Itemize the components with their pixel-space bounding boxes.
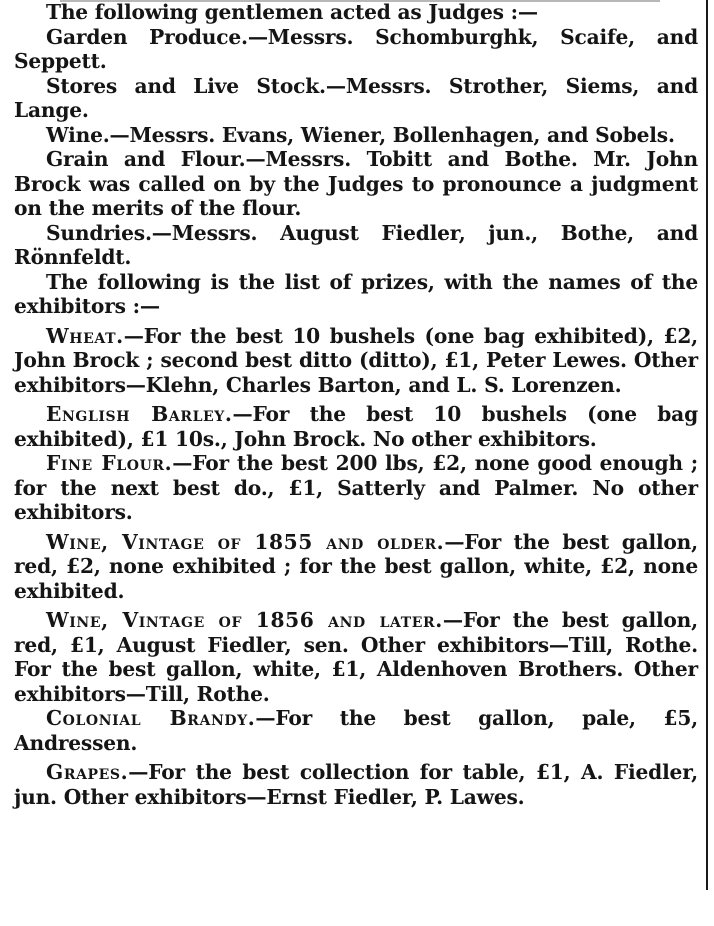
prize-entry (14, 706, 698, 755)
prize-entry (14, 608, 698, 706)
column-rule (706, 0, 708, 890)
judges-wine: Wine.—Messrs. Evans, Wiener, Bollenhagen, and Sobels. (46, 122, 675, 147)
prize-text: —For the best 10 bushels (one bag exhibited), £1 10s., John Brock. No other exhibitors. (14, 402, 698, 451)
judges-intro: The following gentlemen acted as Judges :— (46, 0, 538, 24)
prize-heading: Colonial Brandy. (46, 706, 256, 730)
prize-entry (14, 760, 698, 809)
judges-garden-produce: Garden Produce.—Messrs. Schomburghk, Scaife, and Seppett. (14, 24, 698, 73)
prize-heading: Fine Flour. (46, 451, 173, 475)
prize-text: —For the best gallon, pale, £5, Andressen. (14, 706, 698, 755)
judges-sundries: Sundries.—Messrs. August Fiedler, jun., Bothe, and Rönnfeldt. (14, 220, 698, 269)
prizes-intro: The following is the list of prizes, with the names of the exhibitors :— (14, 269, 698, 318)
prize-heading: English Barley. (46, 402, 233, 426)
prize-entry (14, 530, 698, 604)
prize-heading: Wine, Vintage of 1855 and older. (46, 529, 445, 554)
judges-grain-flour: Grain and Flour.—Messrs. Tobitt and Bothe. Mr. John Brock was called on by the Judges to pronounce a judgment on the merits of the flour. (14, 147, 698, 220)
prize-heading: Grapes. (46, 760, 129, 784)
prize-text: —For the best 200 lbs, £2, none good enough ; for the next best do., £1, Satterly and Palmer. No other exhibitors. (14, 451, 698, 524)
prize-text: —For the best 10 bushels (one bag exhibited), £2, John Brock ; second best ditto (ditto), £1, Peter Lewes. Other exhibitors—Klehn, Charles Barton, and L. S. Lorenzen. (14, 323, 698, 397)
prize-entry (14, 451, 698, 525)
prize-heading: Wheat. (46, 323, 124, 348)
judges-stores-live-stock: Stores and Live Stock.—Messrs. Strother, Siems, and Lange. (14, 73, 698, 122)
prize-text: —For the best collection for table, £1, A. Fiedler, jun. Other exhibitors—Ernst Fiedler, P. Lawes. (14, 760, 698, 809)
newspaper-column (14, 0, 698, 809)
prize-heading: Wine, Vintage of 1856 and later. (46, 608, 443, 632)
prize-text: —For the best gallon, red, £2, none exhibited ; for the best gallon, white, £2, none exhibited. (14, 529, 698, 603)
prize-entry (14, 402, 698, 451)
prize-entry (14, 324, 698, 398)
prize-text: —For the best gallon, red, £1, August Fiedler, sen. Other exhibitors—Till, Rothe. For the best gallon, white, £1, Aldenhoven Brothers. Other exhibitors—Till, Rothe. (14, 608, 698, 706)
